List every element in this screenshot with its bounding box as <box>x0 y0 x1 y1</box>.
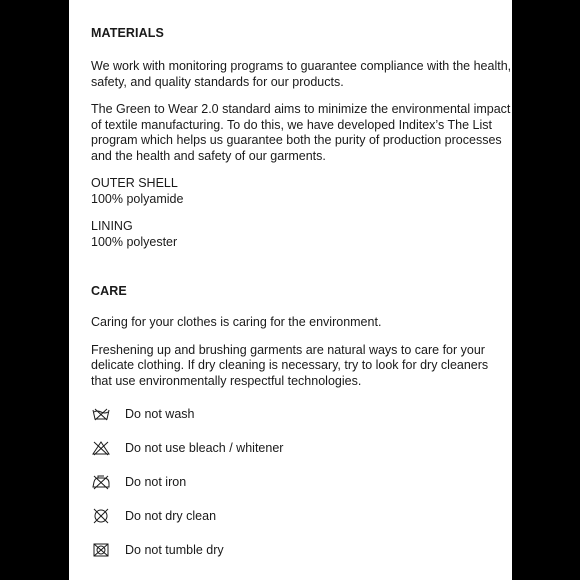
outer-shell-label: OUTER SHELL <box>91 176 178 190</box>
care-instruction-label: Do not tumble dry <box>125 543 224 557</box>
care-instruction-do-not-bleach <box>91 431 512 465</box>
care-heading: CARE <box>91 284 127 298</box>
outer-shell-composition <box>91 176 512 207</box>
do-not-dry-clean-icon <box>91 508 111 524</box>
care-instruction-label: Do not use bleach / whitener <box>125 441 284 455</box>
lining-value: 100% polyester <box>91 234 178 249</box>
lining-label: LINING <box>91 219 133 233</box>
care-instruction-do-not-dry-clean <box>91 499 512 533</box>
materials-heading: MATERIALS <box>91 26 164 40</box>
care-instruction-do-not-iron <box>91 465 512 499</box>
do-not-iron-icon <box>91 474 111 490</box>
lining-composition <box>91 219 512 250</box>
care-instruction-label: Do not wash <box>125 407 195 421</box>
product-info-panel <box>69 0 512 580</box>
do-not-wash-icon <box>91 406 111 422</box>
materials-paragraph-monitoring: We work with monitoring programs to guarantee compliance with the health, safety, and quality standards for our products. <box>91 59 512 89</box>
outer-shell-value: 100% polyamide <box>91 191 184 206</box>
care-instruction-label: Do not dry clean <box>125 509 217 523</box>
do-not-bleach-icon <box>91 440 111 456</box>
care-instruction-label: Do not iron <box>125 475 187 489</box>
care-instruction-do-not-wash <box>91 397 512 431</box>
materials-paragraph-green-to-wear: The Green to Wear 2.0 standard aims to minimize the environmental impact of textile manufacturing. To do this, we have developed Inditex’s The List program which helps us guarantee both the purity of production processes and the health and safety of our garments. <box>91 102 511 163</box>
care-instructions-list <box>91 397 512 567</box>
care-paragraph-freshening: Freshening up and brushing garments are natural ways to care for your delicate clothing. If dry cleaning is necessary, try to look for dry cleaners that use environmentally respectful technologies. <box>91 342 489 388</box>
do-not-tumble-dry-icon <box>91 542 111 558</box>
care-instruction-do-not-tumble-dry <box>91 533 512 567</box>
care-paragraph-environment: Caring for your clothes is caring for the environment. <box>91 315 382 329</box>
